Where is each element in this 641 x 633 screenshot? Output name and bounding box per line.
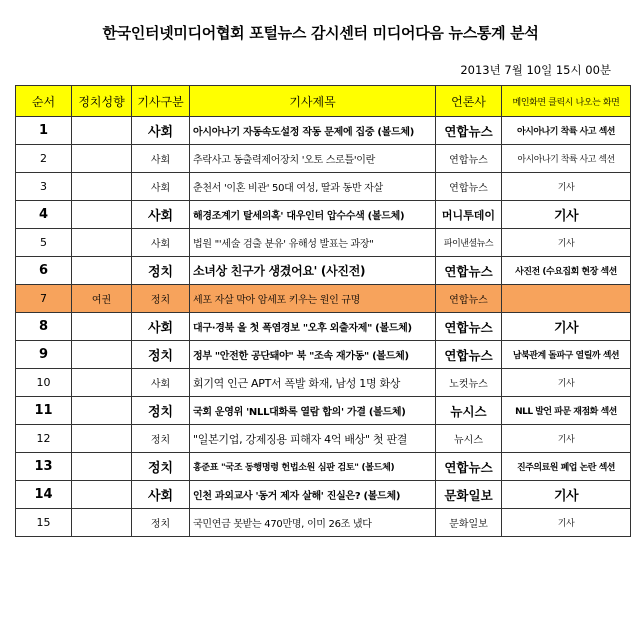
row-press: 뉴시스 — [436, 425, 502, 453]
row-no: 11 — [16, 397, 72, 425]
row-press: 연합뉴스 — [436, 145, 502, 173]
row-press: 문화일보 — [436, 481, 502, 509]
row-lean — [72, 201, 132, 229]
table-row — [16, 397, 631, 425]
row-title: 인천 과외교사 '동거 제자 살해' 진실은? (볼드체) — [190, 481, 436, 509]
row-press: 뉴시스 — [436, 397, 502, 425]
row-press: 문화일보 — [436, 509, 502, 537]
row-press: 파이낸셜뉴스 — [436, 229, 502, 257]
row-no: 6 — [16, 257, 72, 285]
row-press: 연합뉴스 — [436, 313, 502, 341]
row-category: 정치 — [132, 341, 190, 369]
row-no: 8 — [16, 313, 72, 341]
table-row — [16, 257, 631, 285]
table-row — [16, 453, 631, 481]
row-main: 기사 — [502, 425, 631, 453]
row-lean — [72, 117, 132, 145]
col-header-no: 순서 — [16, 86, 72, 117]
report-datetime: 2013년 7월 10일 15시 00분 — [460, 63, 611, 77]
row-category: 사회 — [132, 117, 190, 145]
row-no: 9 — [16, 341, 72, 369]
row-main: 기사 — [502, 229, 631, 257]
row-lean — [72, 341, 132, 369]
row-category: 정치 — [132, 397, 190, 425]
row-no: 4 — [16, 201, 72, 229]
table-row — [16, 285, 631, 313]
row-lean — [72, 257, 132, 285]
row-lean — [72, 453, 132, 481]
row-title: 추락사고 동출력제어장치 '오토 스로틀'이란 — [190, 145, 436, 173]
row-title: 국민연금 못받는 470만명, 이미 26조 냈다 — [190, 509, 436, 537]
table-row — [16, 173, 631, 201]
row-category: 사회 — [132, 173, 190, 201]
row-press: 연합뉴스 — [436, 257, 502, 285]
row-main: 기사 — [502, 313, 631, 341]
row-category: 정치 — [132, 453, 190, 481]
col-header-category: 기사구분 — [132, 86, 190, 117]
row-category: 사회 — [132, 229, 190, 257]
row-main: 남북관계 돌파구 열릴까 섹션 — [502, 341, 631, 369]
row-press: 연합뉴스 — [436, 285, 502, 313]
row-title: 회기역 인근 APT서 폭발 화재, 남성 1명 화상 — [190, 369, 436, 397]
news-stats-table — [15, 85, 631, 537]
table-row — [16, 229, 631, 257]
col-header-lean: 정치성향 — [72, 86, 132, 117]
row-lean — [72, 425, 132, 453]
table-row — [16, 425, 631, 453]
row-main: 기사 — [502, 201, 631, 229]
row-no: 7 — [16, 285, 72, 313]
row-main: 진주의료원 폐업 논란 섹션 — [502, 453, 631, 481]
row-press: 연합뉴스 — [436, 453, 502, 481]
row-title: "일본기업, 강제징용 피해자 4억 배상" 첫 판결 — [190, 425, 436, 453]
row-no: 15 — [16, 509, 72, 537]
row-category: 정치 — [132, 425, 190, 453]
row-main: 아시아나기 착륙 사고 섹션 — [502, 117, 631, 145]
row-lean — [72, 481, 132, 509]
row-category: 사회 — [132, 481, 190, 509]
table-row — [16, 509, 631, 537]
row-press: 머니투데이 — [436, 201, 502, 229]
row-title: 홍준표 "국조 동행명령 헌법소원 심판 검토" (볼드체) — [190, 453, 436, 481]
table-header-row — [16, 86, 631, 117]
row-category: 정치 — [132, 257, 190, 285]
row-no: 3 — [16, 173, 72, 201]
table-row — [16, 201, 631, 229]
row-press: 연합뉴스 — [436, 117, 502, 145]
row-no: 1 — [16, 117, 72, 145]
row-main — [502, 285, 631, 313]
row-category: 사회 — [132, 145, 190, 173]
row-no: 12 — [16, 425, 72, 453]
row-title: 아시아나기 자동속도설정 작동 문제에 집중 (볼드체) — [190, 117, 436, 145]
col-header-title: 기사제목 — [190, 86, 436, 117]
row-title: 춘천서 '이혼 비관' 50대 여성, 딸과 동반 자살 — [190, 173, 436, 201]
row-title: 법원 "'세술 검출 분유' 유해성 발표는 과장" — [190, 229, 436, 257]
row-press: 연합뉴스 — [436, 341, 502, 369]
row-main: 아시아나기 착륙 사고 섹션 — [502, 145, 631, 173]
row-main: 기사 — [502, 369, 631, 397]
table-row — [16, 145, 631, 173]
row-category: 사회 — [132, 201, 190, 229]
row-lean — [72, 229, 132, 257]
row-category: 사회 — [132, 369, 190, 397]
row-main: 기사 — [502, 509, 631, 537]
row-category: 정치 — [132, 285, 190, 313]
table-row — [16, 481, 631, 509]
page-title: 한국인터넷미디어협회 포털뉴스 감시센터 미디어다음 뉴스통계 분석 — [102, 24, 539, 42]
row-no: 5 — [16, 229, 72, 257]
row-main: 기사 — [502, 481, 631, 509]
row-no: 10 — [16, 369, 72, 397]
row-lean — [72, 369, 132, 397]
row-no: 14 — [16, 481, 72, 509]
row-lean — [72, 397, 132, 425]
table-row — [16, 369, 631, 397]
row-lean — [72, 173, 132, 201]
row-title: 국회 운영위 'NLL대화록 열람 합의' 가결 (볼드체) — [190, 397, 436, 425]
row-category: 사회 — [132, 313, 190, 341]
row-lean — [72, 145, 132, 173]
table-row — [16, 341, 631, 369]
row-title: 정부 "안전한 공단돼야" 북 "조속 재가동" (볼드체) — [190, 341, 436, 369]
col-header-main: 메인화면 클릭시 나오는 화면 — [502, 86, 631, 117]
table-row — [16, 117, 631, 145]
row-main: 사진전 (수요집회 현장 섹션 — [502, 257, 631, 285]
row-press: 노컷뉴스 — [436, 369, 502, 397]
row-no: 13 — [16, 453, 72, 481]
row-lean — [72, 313, 132, 341]
row-category: 정치 — [132, 509, 190, 537]
row-no: 2 — [16, 145, 72, 173]
row-lean — [72, 509, 132, 537]
table-row — [16, 313, 631, 341]
row-title: 소녀상 친구가 생겼어요' (사진전) — [190, 257, 436, 285]
row-title: 해경조계기 탈세의혹' 대우인터 압수수색 (볼드체) — [190, 201, 436, 229]
row-press: 연합뉴스 — [436, 173, 502, 201]
row-lean: 여권 — [72, 285, 132, 313]
row-main: 기사 — [502, 173, 631, 201]
row-title: 세포 자살 막아 암세포 키우는 원인 규명 — [190, 285, 436, 313]
row-title: 대구·경북 올 첫 폭염경보 "오후 외출자제" (볼드체) — [190, 313, 436, 341]
col-header-press: 언론사 — [436, 86, 502, 117]
row-main: NLL 발언 파문 재점화 섹션 — [502, 397, 631, 425]
